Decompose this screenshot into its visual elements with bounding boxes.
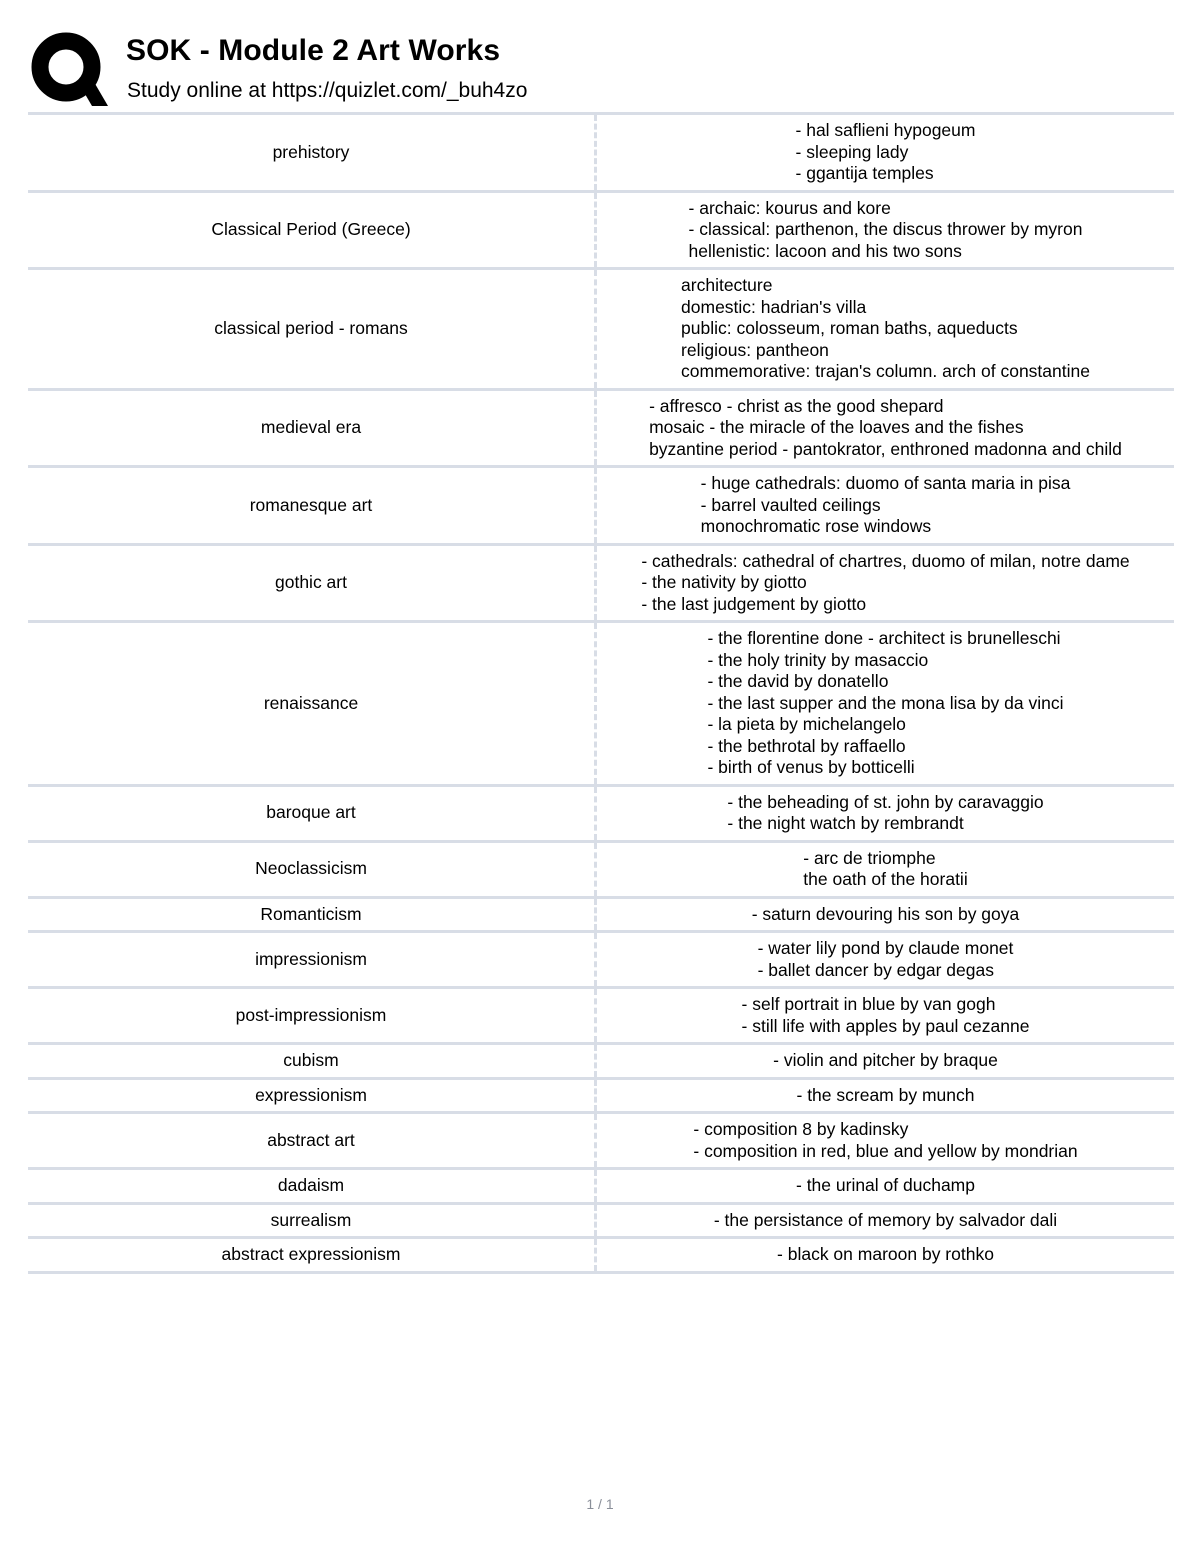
definition-line: - hal saflieni hypogeum <box>795 120 976 140</box>
table-row <box>28 989 1174 1045</box>
definition-line: - la pieta by michelangelo <box>707 714 906 734</box>
card-definition <box>597 270 1174 388</box>
card-definition <box>597 1205 1174 1237</box>
table-row <box>28 391 1174 469</box>
quizlet-q-logo-icon <box>30 30 108 108</box>
definition-lines <box>752 904 1020 926</box>
card-term: Romanticism <box>28 899 597 931</box>
table-row <box>28 1114 1174 1170</box>
card-term: dadaism <box>28 1170 597 1202</box>
definition-line: architecture <box>681 275 773 295</box>
definition-line: - the last judgement by giotto <box>641 593 867 614</box>
card-term: impressionism <box>28 933 597 986</box>
card-term: Neoclassicism <box>28 843 597 896</box>
card-term: renaissance <box>28 623 597 784</box>
card-definition <box>597 623 1174 784</box>
definition-line: the oath of the horatii <box>803 869 968 889</box>
definition-lines <box>796 1175 975 1197</box>
table-row <box>28 1170 1174 1205</box>
table-row <box>28 623 1174 787</box>
definition-line: - violin and pitcher by braque <box>773 1050 998 1070</box>
definition-line: - composition 8 by kadinsky <box>693 1119 909 1139</box>
card-term: baroque art <box>28 787 597 840</box>
card-definition <box>597 546 1174 621</box>
definition-line: - the david by donatello <box>707 671 889 691</box>
card-term: Classical Period (Greece) <box>28 193 597 268</box>
definition-line: domestic: hadrian's villa <box>681 296 867 317</box>
definition-line: byzantine period - pantokrator, enthroned madonna and child <box>649 438 1122 459</box>
definition-line: - archaic: kourus and kore <box>688 197 891 218</box>
definition-line: - composition in red, blue and yellow by mondrian <box>693 1140 1078 1161</box>
card-term: abstract expressionism <box>28 1239 597 1271</box>
definition-line: - the bethrotal by raffaello <box>707 735 906 756</box>
table-row <box>28 193 1174 271</box>
definition-line: - birth of venus by botticelli <box>707 757 915 777</box>
card-term: abstract art <box>28 1114 597 1167</box>
definition-line: - the nativity by giotto <box>641 572 807 592</box>
definition-line: - the urinal of duchamp <box>796 1175 975 1195</box>
definition-line: - affresco - christ as the good shepard <box>649 395 944 416</box>
definition-line: public: colosseum, roman baths, aqueducts <box>681 318 1018 338</box>
definition-lines <box>803 848 967 891</box>
card-term: prehistory <box>28 115 597 190</box>
table-row <box>28 899 1174 934</box>
card-term: surrealism <box>28 1205 597 1237</box>
definition-line: - water lily pond by claude monet <box>757 938 1014 958</box>
definition-lines <box>758 938 1014 981</box>
definition-line: - arc de triomphe <box>803 847 936 868</box>
definition-lines <box>681 275 1090 383</box>
flashcard-table <box>28 112 1174 1274</box>
definition-line: - saturn devouring his son by goya <box>751 903 1020 924</box>
table-row <box>28 1205 1174 1240</box>
table-row <box>28 1080 1174 1115</box>
definition-line: - the florentine done - architect is brunelleschi <box>707 628 1061 648</box>
card-definition <box>597 1045 1174 1077</box>
definition-line: - still life with apples by paul cezanne <box>741 1015 1030 1036</box>
definition-line: - black on maroon by rothko <box>777 1244 994 1264</box>
card-term: medieval era <box>28 391 597 466</box>
table-row <box>28 270 1174 391</box>
definition-lines <box>693 1119 1077 1162</box>
definition-line: - the last supper and the mona lisa by da vinci <box>707 692 1064 713</box>
definition-line: - the scream by munch <box>796 1084 975 1105</box>
card-term: classical period - romans <box>28 270 597 388</box>
card-definition <box>597 1114 1174 1167</box>
definition-lines <box>701 473 1071 538</box>
definition-line: - ggantija temples <box>795 163 934 183</box>
table-row <box>28 546 1174 624</box>
page-number: 1 / 1 <box>586 1496 614 1512</box>
card-definition <box>597 843 1174 896</box>
definition-line: - classical: parthenon, the discus thrower by myron <box>688 219 1083 239</box>
card-definition <box>597 391 1174 466</box>
definition-line: - the night watch by rembrandt <box>727 813 964 833</box>
definition-line: mosaic - the miracle of the loaves and the fishes <box>649 417 1024 437</box>
definition-lines <box>649 396 1122 461</box>
definition-line: - self portrait in blue by van gogh <box>741 994 996 1014</box>
table-row <box>28 1045 1174 1080</box>
definition-lines <box>742 994 1030 1037</box>
definition-lines <box>773 1050 998 1072</box>
definition-line: commemorative: trajan's column. arch of constantine <box>681 361 1090 381</box>
card-term: gothic art <box>28 546 597 621</box>
definition-line: hellenistic: lacoon and his two sons <box>688 240 962 261</box>
table-row <box>28 468 1174 546</box>
definition-lines <box>797 1085 975 1107</box>
card-term: cubism <box>28 1045 597 1077</box>
definition-line: - sleeping lady <box>795 141 909 162</box>
definition-lines <box>796 120 976 185</box>
card-term: post-impressionism <box>28 989 597 1042</box>
table-row <box>28 1239 1174 1274</box>
card-definition <box>597 989 1174 1042</box>
definition-lines <box>707 628 1063 779</box>
definition-lines <box>714 1210 1057 1232</box>
page-title: SOK - Module 2 Art Works <box>126 34 501 67</box>
card-definition <box>597 1239 1174 1271</box>
table-row <box>28 787 1174 843</box>
card-definition <box>597 193 1174 268</box>
table-row <box>28 115 1174 193</box>
definition-line: - cathedrals: cathedral of chartres, duomo of milan, notre dame <box>641 550 1130 571</box>
page-subtitle: Study online at https://quizlet.com/_buh4zo <box>127 79 528 102</box>
card-definition <box>597 1080 1174 1112</box>
table-row <box>28 933 1174 989</box>
card-definition <box>597 468 1174 543</box>
definition-line: - the beheading of st. john by caravaggio <box>727 791 1044 812</box>
definition-line: - the persistance of memory by salvador dali <box>713 1209 1058 1230</box>
card-definition <box>597 787 1174 840</box>
definition-lines <box>689 198 1083 263</box>
card-definition <box>597 1170 1174 1202</box>
definition-line: monochromatic rose windows <box>700 516 932 536</box>
card-definition <box>597 933 1174 986</box>
definition-lines <box>777 1244 994 1266</box>
card-definition <box>597 899 1174 931</box>
card-definition <box>597 115 1174 190</box>
definition-line: - the holy trinity by masaccio <box>707 649 929 670</box>
definition-line: religious: pantheon <box>681 339 829 360</box>
definition-line: - huge cathedrals: duomo of santa maria in pisa <box>700 473 1071 493</box>
definition-lines <box>641 551 1129 616</box>
card-term: expressionism <box>28 1080 597 1112</box>
card-term: romanesque art <box>28 468 597 543</box>
table-row <box>28 843 1174 899</box>
definition-line: - ballet dancer by edgar degas <box>757 959 994 980</box>
definition-line: - barrel vaulted ceilings <box>700 494 881 515</box>
definition-lines <box>727 792 1043 835</box>
